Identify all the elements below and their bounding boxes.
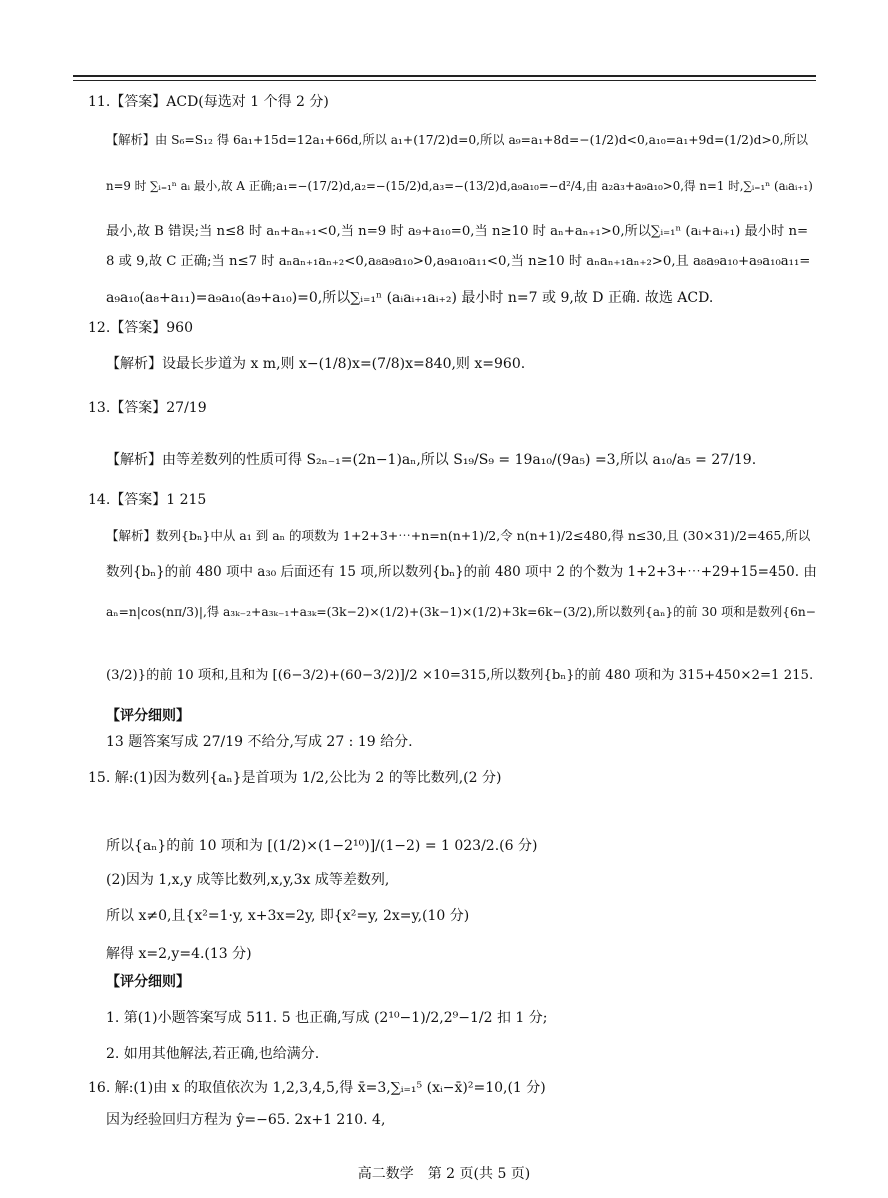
header-rule-thick [73,75,816,77]
text-line: 16. 解:(1)由 x 的取值依次为 1,2,3,4,5,得 x̄=3,∑ᵢ₌₁⁵ (xᵢ−x̄)²=10,(1 分) [88,1080,546,1096]
text-line: a₉a₁₀(a₈+a₁₁)=a₉a₁₀(a₉+a₁₀)=0,所以∑ᵢ₌₁ⁿ (aᵢaᵢ₊₁aᵢ₊₂) 最小时 n=7 或 9,故 D 正确. 故选 ACD. [106,290,714,306]
text-line: 解得 x=2,y=4.(13 分) [106,946,252,962]
text-line: 【解析】设最长步道为 x m,则 x−(1/8)x=(7/8)x=840,则 x=960. [106,356,526,372]
text-line: 【解析】由等差数列的性质可得 S₂ₙ₋₁=(2n−1)aₙ,所以 S₁₉/S₉ = 19a₁₀/(9a₅) =3,所以 a₁₀/a₅ = 27/19. [106,452,757,468]
page-footer: 高二数学 第 2 页(共 5 页) [357,1166,531,1182]
text-line: (3/2)}的前 10 项和,且和为 [(6−3/2)+(60−3/2)]/2 ×10=315,所以数列{bₙ}的前 480 项和为 315+450×2=1 215. [106,668,814,683]
text-line: 【评分细则】 [106,708,190,724]
text-line: 1. 第(1)小题答案写成 511. 5 也正确,写成 (2¹⁰−1)/2,2⁹−1/2 扣 1 分; [106,1010,548,1026]
text-line: 12.【答案】960 [88,320,193,336]
text-line: (2)因为 1,x,y 成等比数列,x,y,3x 成等差数列, [106,872,390,888]
text-line: 最小,故 B 错误;当 n≤8 时 aₙ+aₙ₊₁<0,当 n=9 时 a₉+a₁₀=0,当 n≥10 时 aₙ+aₙ₊₁>0,所以∑ᵢ₌₁ⁿ (aᵢ+aᵢ₊₁) 最小时 n= [106,224,809,239]
text-line: 数列{bₙ}的前 480 项中 a₃₀ 后面还有 15 项,所以数列{bₙ}的前 480 项中 2 的个数为 1+2+3+⋯+29+15=450. 由 [106,564,817,580]
text-line: 15. 解:(1)因为数列{aₙ}是首项为 1/2,公比为 2 的等比数列,(2 分) [88,770,502,786]
text-line: 因为经验回归方程为 ŷ=−65. 2x+1 210. 4, [106,1112,386,1128]
text-line: 11.【答案】ACD(每选对 1 个得 2 分) [88,94,329,110]
text-line: n=9 时 ∑ᵢ₌₁ⁿ aᵢ 最小,故 A 正确;a₁=−(17/2)d,a₂=−(15/2)d,a₃=−(13/2)d,a₉a₁₀=−d²/4,由 a₂a₃+a₉a₁₀>0,得 n=1 时,∑ᵢ₌₁ⁿ (aᵢaᵢ₊₁) [106,179,813,193]
text-line: 13.【答案】27/19 [88,400,207,416]
text-line: 8 或 9,故 C 正确;当 n≤7 时 aₙaₙ₊₁aₙ₊₂<0,a₈a₉a₁₀>0,a₉a₁₀a₁₁<0,当 n≥10 时 aₙaₙ₊₁aₙ₊₂>0,且 a₈a₉a₁₀+a₉a₁₀a₁₁= [106,254,811,269]
text-line: 所以{aₙ}的前 10 项和为 [(1/2)×(1−2¹⁰)]/(1−2) = 1 023/2.(6 分) [106,838,538,854]
text-line: 13 题答案写成 27/19 不给分,写成 27 : 19 给分. [106,734,413,750]
text-line: 2. 如用其他解法,若正确,也给满分. [106,1046,320,1062]
text-line: 【解析】由 S₆=S₁₂ 得 6a₁+15d=12a₁+66d,所以 a₁+(17/2)d=0,所以 a₉=a₁+8d=−(1/2)d<0,a₁₀=a₁+9d=(1/2)d>0,所以 [106,133,808,147]
text-line: aₙ=n|cos(nπ/3)|,得 a₃ₖ₋₂+a₃ₖ₋₁+a₃ₖ=(3k−2)×(1/2)+(3k−1)×(1/2)+3k=6k−(3/2),所以数列{aₙ}的前 30 项和是数列{6n− [106,605,817,619]
text-line: 【解析】数列{bₙ}中从 a₁ 到 aₙ 的项数为 1+2+3+⋯+n=n(n+1)/2,令 n(n+1)/2≤480,得 n≤30,且 (30×31)/2=465,所以 [106,528,811,543]
text-line: 14.【答案】1 215 [88,492,207,508]
text-line: 【评分细则】 [106,974,190,990]
header-rule-thin [73,80,816,81]
text-line: 所以 x≠0,且{x²=1·y, x+3x=2y, 即{x²=y, 2x=y,(10 分) [106,908,470,924]
